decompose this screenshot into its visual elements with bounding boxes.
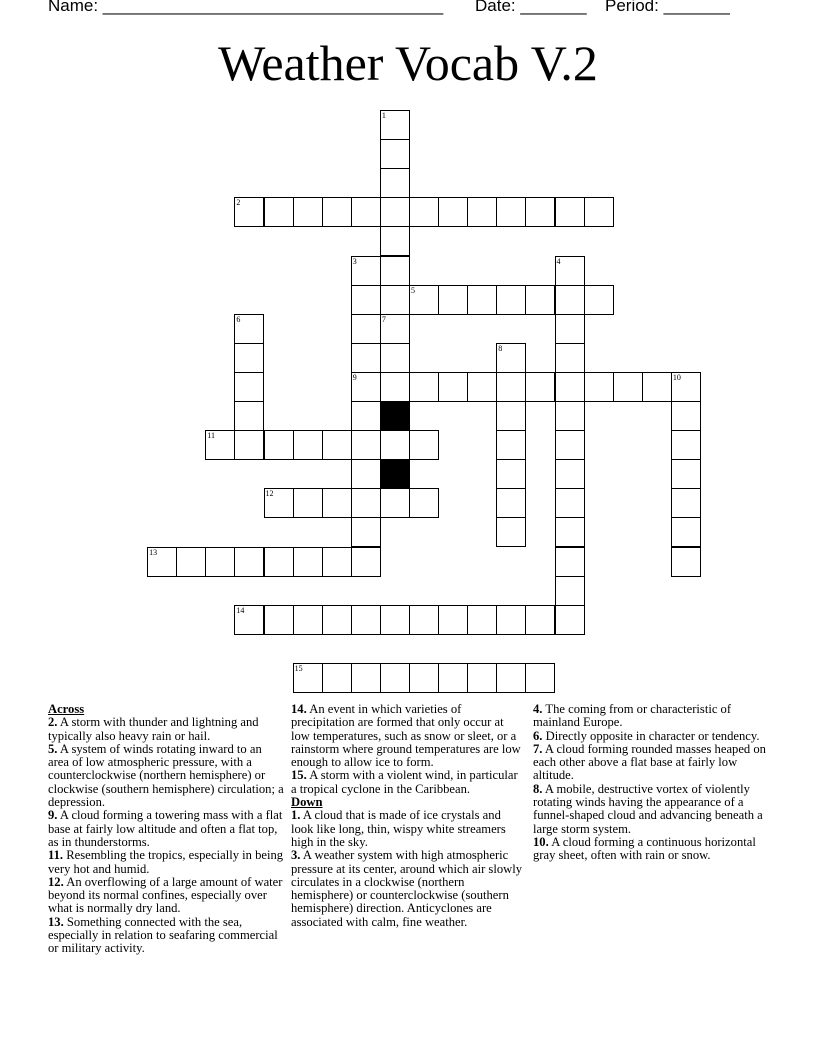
crossword-cell[interactable] xyxy=(380,343,410,373)
crossword-cell[interactable] xyxy=(496,401,526,431)
crossword-cell[interactable] xyxy=(438,285,468,315)
crossword-cell[interactable] xyxy=(584,372,614,402)
crossword-cell[interactable] xyxy=(496,488,526,518)
crossword-cell[interactable] xyxy=(525,197,555,227)
crossword-cell[interactable] xyxy=(380,256,410,286)
crossword-cell[interactable] xyxy=(525,372,555,402)
crossword-cell[interactable] xyxy=(264,197,294,227)
cell-number: 9 xyxy=(352,372,357,382)
crossword-cell[interactable] xyxy=(293,488,323,518)
crossword-cell[interactable] xyxy=(584,197,614,227)
clue-across-2: 2. A storm with thunder and lightning and typically also heavy rain or hail. xyxy=(48,715,259,743)
crossword-cell[interactable] xyxy=(555,547,585,577)
crossword-cell[interactable] xyxy=(322,547,352,577)
cell-number: 2 xyxy=(236,198,241,208)
crossword-cell[interactable] xyxy=(293,663,323,693)
crossword-cell[interactable] xyxy=(351,256,381,286)
clue-down-8: 8. A mobile, destructive vortex of violently rotating winds having the appearance of a funnel-shaped cloud and advancing beneath a large storm system. xyxy=(533,781,763,836)
crossword-cell[interactable] xyxy=(351,547,381,577)
black-cell xyxy=(380,401,410,431)
cell-number: 7 xyxy=(381,314,386,324)
cell-number: 4 xyxy=(556,256,561,266)
crossword-cell[interactable] xyxy=(496,663,526,693)
crossword-cell[interactable] xyxy=(351,605,381,635)
clue-across-14: 14. An event in which varieties of precipitation are formed that only occur at low temperatures, such as snow or sleet, or a rainstorm where ground temperatures are low enough to allow ice to form. xyxy=(291,702,521,770)
crossword-cell[interactable] xyxy=(671,517,701,547)
crossword-cell[interactable] xyxy=(234,605,264,635)
crossword-cell[interactable] xyxy=(234,401,264,431)
crossword-cell[interactable] xyxy=(293,430,323,460)
crossword-cell[interactable] xyxy=(380,110,410,140)
crossword-cell[interactable] xyxy=(467,285,497,315)
crossword-cell[interactable] xyxy=(525,285,555,315)
crossword-cell[interactable] xyxy=(409,605,439,635)
clue-down-4: 4. The coming from or characteristic of mainland Europe. xyxy=(533,702,732,730)
crossword-cell[interactable] xyxy=(322,663,352,693)
crossword-cell[interactable] xyxy=(467,605,497,635)
crossword-cell[interactable] xyxy=(234,430,264,460)
crossword-cell[interactable] xyxy=(555,401,585,431)
crossword-cell[interactable] xyxy=(322,488,352,518)
clue-down-6: 6. Directly opposite in character or tendency. xyxy=(533,728,760,743)
crossword-cell[interactable] xyxy=(555,197,585,227)
crossword-cell[interactable] xyxy=(264,430,294,460)
crossword-cell[interactable] xyxy=(380,430,410,460)
crossword-cell[interactable] xyxy=(380,372,410,402)
crossword-cell[interactable] xyxy=(555,285,585,315)
crossword-cell[interactable] xyxy=(555,517,585,547)
cell-number: 10 xyxy=(672,372,681,382)
crossword-cell[interactable] xyxy=(671,372,701,402)
crossword-cell[interactable] xyxy=(351,459,381,489)
crossword-cell[interactable] xyxy=(205,430,235,460)
crossword-cell[interactable] xyxy=(496,517,526,547)
crossword-cell[interactable] xyxy=(264,547,294,577)
crossword-cell[interactable] xyxy=(409,372,439,402)
cell-number: 12 xyxy=(265,489,274,499)
crossword-cell[interactable] xyxy=(642,372,672,402)
crossword-cell[interactable] xyxy=(409,430,439,460)
name-field[interactable]: Name: ____________________________________ xyxy=(48,0,444,15)
cell-number: 14 xyxy=(236,605,245,615)
crossword-cell[interactable] xyxy=(351,314,381,344)
crossword-cell[interactable] xyxy=(351,517,381,547)
crossword-cell[interactable] xyxy=(671,430,701,460)
crossword-cell[interactable] xyxy=(351,372,381,402)
clue-across-11: 11. Resembling the tropics, especially in being very hot and humid. xyxy=(48,848,284,876)
crossword-cell[interactable] xyxy=(496,459,526,489)
clue-across-12: 12. An overflowing of a large amount of water beyond its normal confines, especially over what is normally dry land. xyxy=(48,874,283,916)
crossword-cell[interactable] xyxy=(351,663,381,693)
clue-down-1: 1. A cloud that is made of ice crystals and look like long, thin, wispy white streamers high in the sky. xyxy=(291,808,506,849)
crossword-cell[interactable] xyxy=(496,197,526,227)
page-title: Weather Vocab V.2 xyxy=(218,35,598,91)
crossword-cell[interactable] xyxy=(409,663,439,693)
crossword-cell[interactable] xyxy=(322,605,352,635)
crossword-cell[interactable] xyxy=(380,139,410,169)
crossword-cell[interactable] xyxy=(409,285,439,315)
period-field[interactable]: Period: _______ xyxy=(605,0,730,15)
crossword-cell[interactable] xyxy=(555,576,585,606)
crossword-cell[interactable] xyxy=(351,197,381,227)
crossword-cell[interactable] xyxy=(234,314,264,344)
clue-down-10: 10. A cloud forming a continuous horizontal gray sheet, often with rain or snow. xyxy=(533,834,756,863)
crossword-cell[interactable] xyxy=(176,547,206,577)
black-cell xyxy=(380,459,410,489)
cell-number: 5 xyxy=(411,285,415,295)
cell-number: 11 xyxy=(207,431,215,441)
crossword-cell[interactable] xyxy=(438,197,468,227)
crossword-cell[interactable] xyxy=(438,605,468,635)
cell-number: 8 xyxy=(498,343,503,353)
cell-number: 13 xyxy=(149,547,158,557)
crossword-cell[interactable] xyxy=(525,663,555,693)
crossword-cell[interactable] xyxy=(293,547,323,577)
crossword-cell[interactable] xyxy=(234,547,264,577)
crossword-cell[interactable] xyxy=(351,488,381,518)
crossword-cell[interactable] xyxy=(322,197,352,227)
crossword-cell[interactable] xyxy=(671,488,701,518)
crossword-cell[interactable] xyxy=(438,663,468,693)
crossword-cell[interactable] xyxy=(409,488,439,518)
crossword-cell[interactable] xyxy=(205,547,235,577)
crossword-cell[interactable] xyxy=(496,430,526,460)
crossword-cell[interactable] xyxy=(438,372,468,402)
crossword-cell[interactable] xyxy=(467,663,497,693)
crossword-cell[interactable] xyxy=(525,605,555,635)
crossword-cell[interactable] xyxy=(496,605,526,635)
crossword-cell[interactable] xyxy=(555,314,585,344)
crossword-cell[interactable] xyxy=(380,663,410,693)
date-field[interactable]: Date: _______ xyxy=(475,0,587,15)
crossword-cell[interactable] xyxy=(584,285,614,315)
crossword-cell[interactable] xyxy=(555,459,585,489)
crossword-cell[interactable] xyxy=(380,488,410,518)
cell-number: 1 xyxy=(381,111,386,120)
clue-across-9: 9. A cloud forming a towering mass with a flat base at fairly low altitude and often a flat top, as in thunderstorms. xyxy=(48,808,283,849)
cell-number: 6 xyxy=(236,314,241,324)
crossword-cell[interactable] xyxy=(555,605,585,635)
cell-number: 3 xyxy=(352,256,357,266)
crossword-cell[interactable] xyxy=(613,372,643,402)
crossword-cell[interactable] xyxy=(351,343,381,373)
cell-number: 15 xyxy=(294,663,303,673)
crossword-cell[interactable] xyxy=(234,343,264,373)
clues-column-2 xyxy=(291,703,525,929)
clues-column-3 xyxy=(533,703,769,863)
clue-down-3: 3. A weather system with high atmospheric pressure at its center, around which air slowly circulates in a clockwise (northern hemisphere) or counterclockwise (southern hemisphere) direction. Anticyclones are associated with calm, fine weather. xyxy=(291,848,523,929)
clue-across-13: 13. Something connected with the sea, especially in relation to seafaring commercial or military activity. xyxy=(48,914,278,956)
crossword-cell[interactable] xyxy=(409,197,439,227)
crossword-cell[interactable] xyxy=(380,314,410,344)
crossword-cell[interactable] xyxy=(671,459,701,489)
crossword-cell[interactable] xyxy=(496,372,526,402)
crossword-cell[interactable] xyxy=(234,197,264,227)
crossword-cell[interactable] xyxy=(147,547,177,577)
crossword-cell[interactable] xyxy=(467,197,497,227)
crossword-cell[interactable] xyxy=(555,372,585,402)
crossword-cell[interactable] xyxy=(496,285,526,315)
crossword-cell[interactable] xyxy=(351,285,381,315)
crossword-cell[interactable] xyxy=(351,401,381,431)
crossword-cell[interactable] xyxy=(322,430,352,460)
crossword-cell[interactable] xyxy=(264,605,294,635)
crossword-cell[interactable] xyxy=(671,547,701,577)
crossword-cell[interactable] xyxy=(380,226,410,256)
crossword-cell[interactable] xyxy=(351,430,381,460)
crossword-cell[interactable] xyxy=(380,168,410,198)
crossword-cell[interactable] xyxy=(380,605,410,635)
crossword-cell[interactable] xyxy=(264,488,294,518)
crossword-cell[interactable] xyxy=(380,197,410,227)
crossword-cell[interactable] xyxy=(467,372,497,402)
crossword-cell[interactable] xyxy=(555,488,585,518)
clue-across-15: 15. A storm with a violent wind, in particular a tropical cyclone in the Caribbean. xyxy=(291,768,518,796)
crossword-cell[interactable] xyxy=(293,605,323,635)
crossword-cell[interactable] xyxy=(496,343,526,373)
clue-across-5: 5. A system of winds rotating inward to an area of low atmospheric pressure, with a counterclockwise (northern hemisphere) or clockwise (southern hemisphere) circulation; a depression. xyxy=(48,741,284,810)
clues-column-1 xyxy=(48,703,284,956)
crossword-cell[interactable] xyxy=(234,372,264,402)
crossword-cell[interactable] xyxy=(555,430,585,460)
crossword-cell[interactable] xyxy=(293,197,323,227)
across-heading: Across xyxy=(48,702,85,716)
down-heading: Down xyxy=(291,795,323,810)
crossword-cell[interactable] xyxy=(671,401,701,431)
crossword-cell[interactable] xyxy=(555,256,585,286)
crossword-cell[interactable] xyxy=(380,285,410,315)
clue-down-7: 7. A cloud forming rounded masses heaped on each other above a flat base at fairly low altitude. xyxy=(533,741,766,783)
crossword-cell[interactable] xyxy=(555,343,585,373)
